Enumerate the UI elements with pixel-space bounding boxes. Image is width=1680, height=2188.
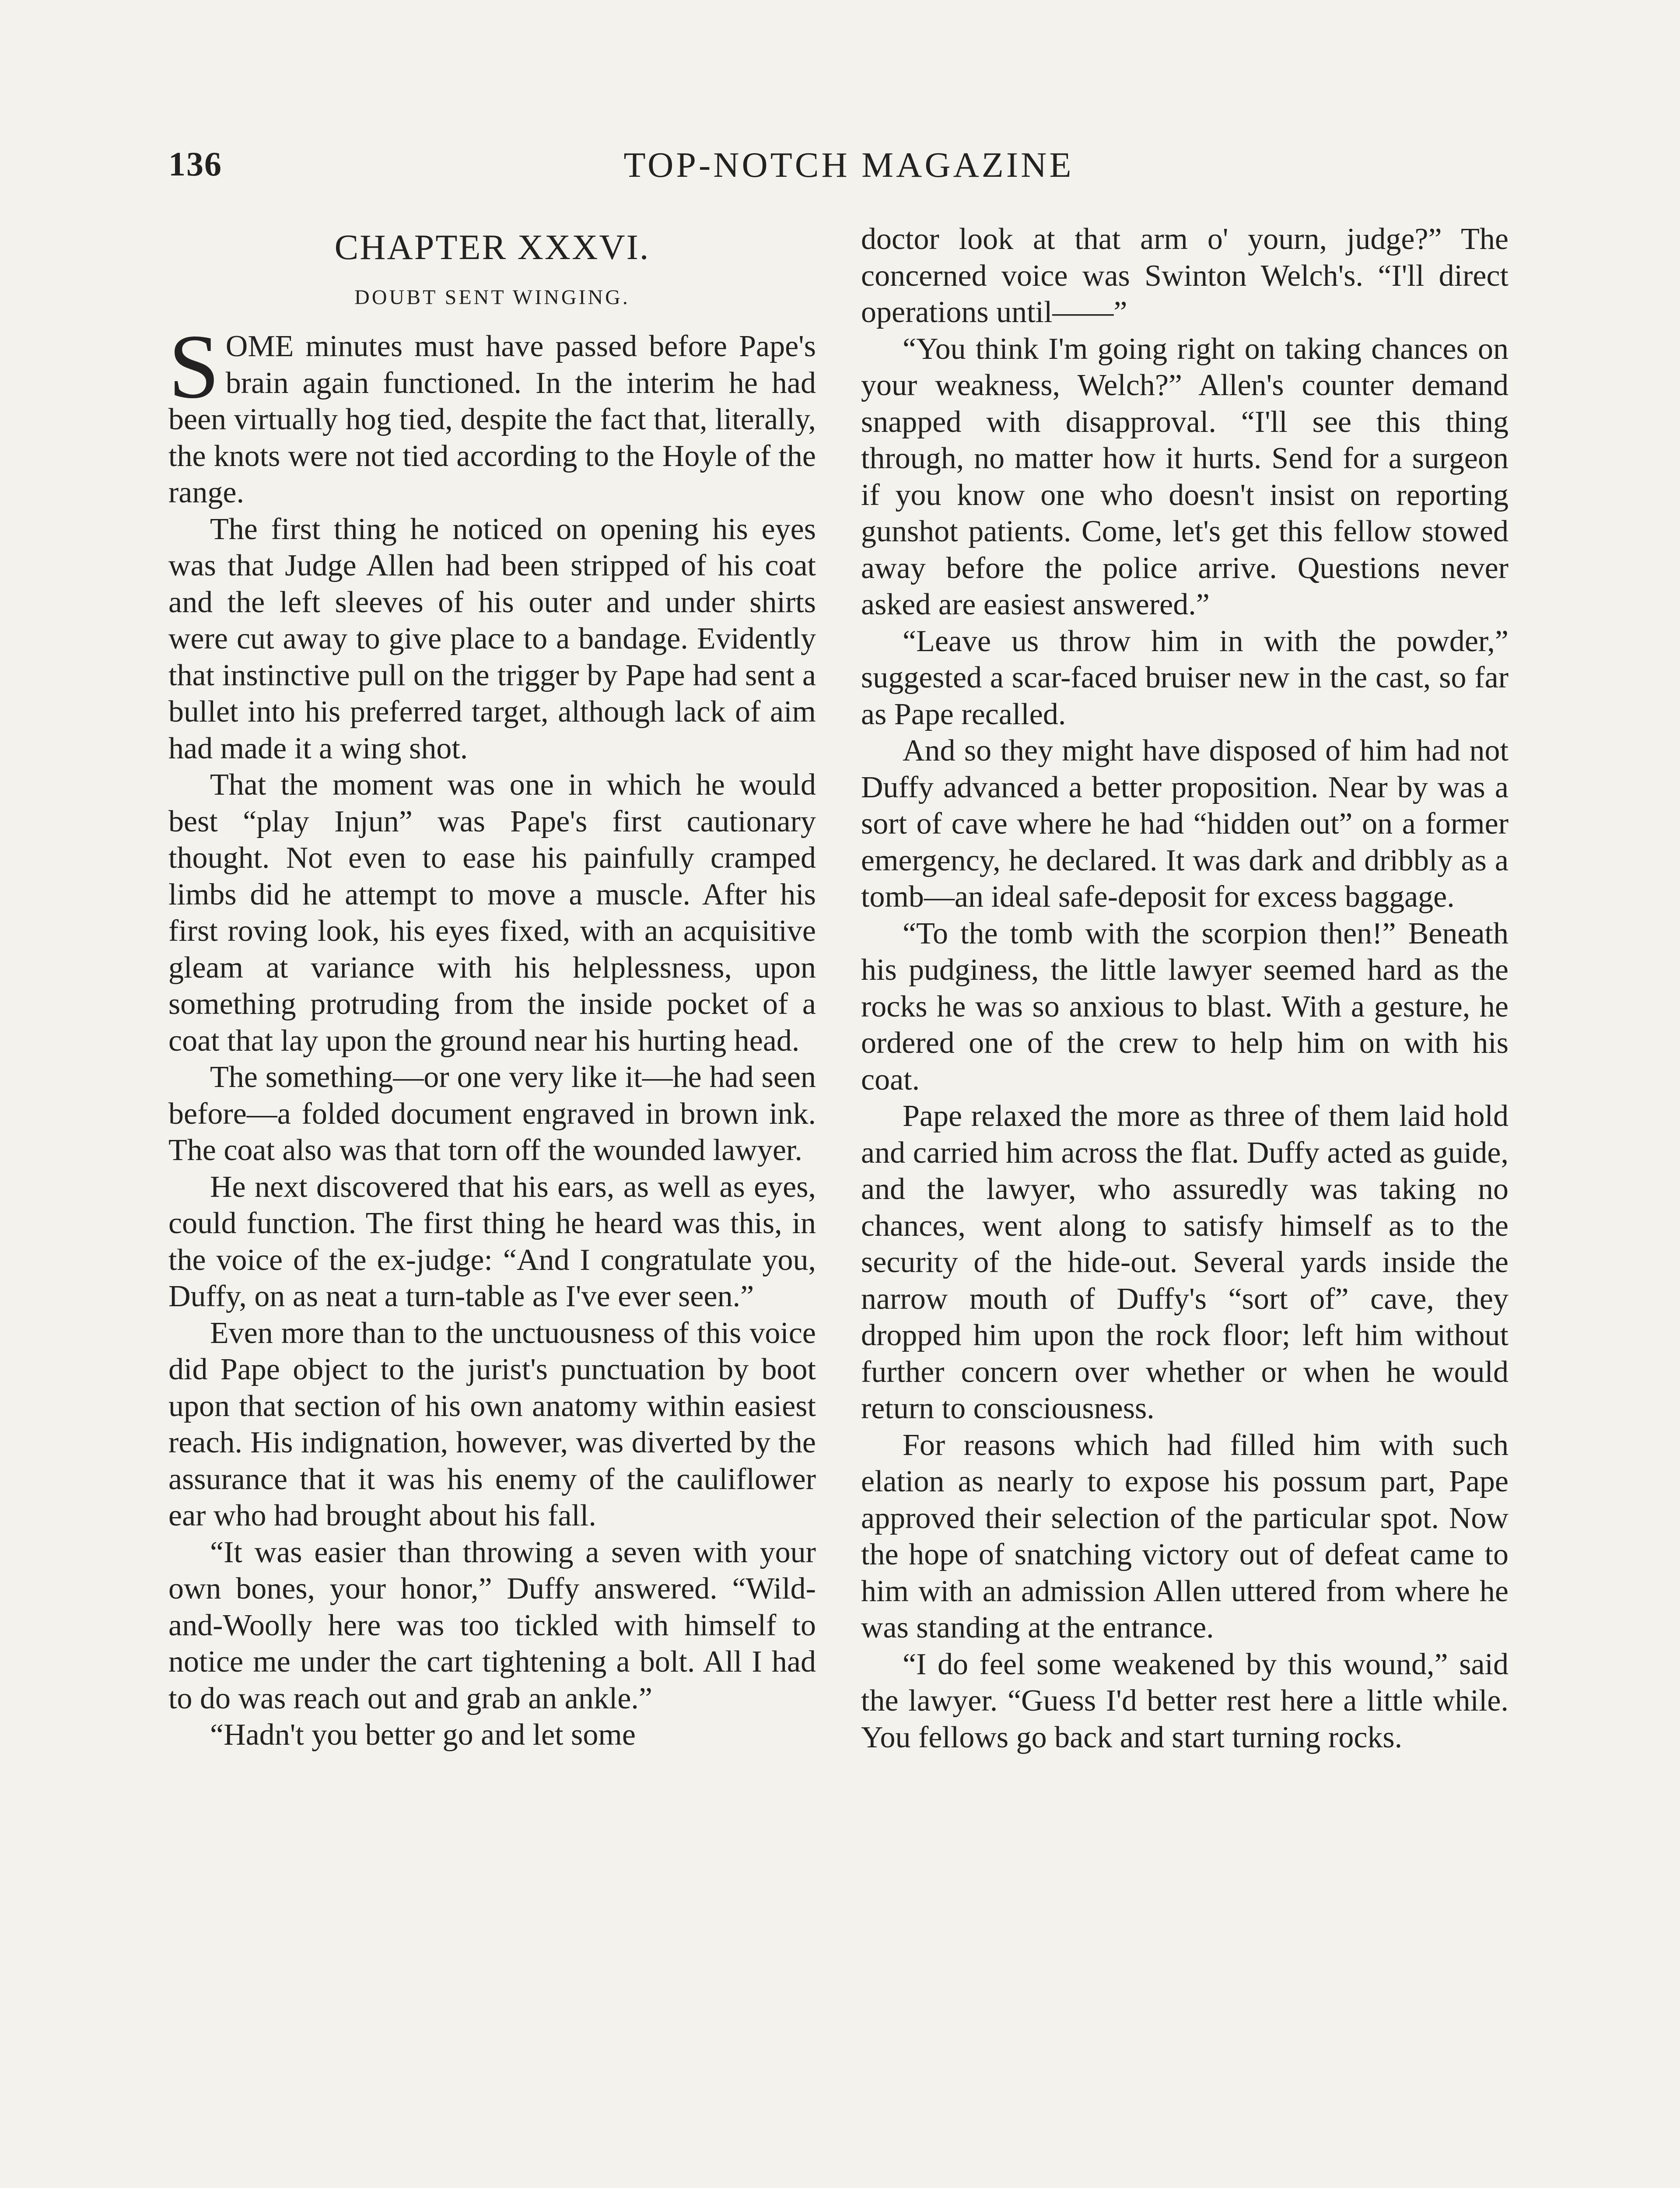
paragraph: “You think I'm going right on taking chances on your weakness, Welch?” Allen's counter demand snapped with disapproval. “I'll see this thing through, no matter how it hurts. Send for a surgeon if you know one who doesn't insist on reporting gunshot patients. Come, let's get this fellow stowed away before the police arrive. Questions never asked are easiest answered.” bbox=[861, 332, 1508, 621]
paragraph: That the moment was one in which he would best “play Injun” was Pape's first cautionary thought. Not even to ease his painfully cramped limbs did he attempt to move a muscle. After his first roving look, his eyes fixed, with an acquisitive gleam at variance with his helplessness, upon something protruding from the inside pocket of a coat that lay upon the ground near his hurting head. bbox=[168, 768, 816, 1058]
paragraph: For reasons which had filled him with such elation as nearly to expose his possum part, Pape approved their selection of the particular spot. Now the hope of snatching victory out of defeat came to him with an admission Allen uttered from where he was standing at the entrance. bbox=[861, 1428, 1508, 1645]
paragraph bbox=[168, 316, 816, 511]
paragraph: “I do feel some weakened by this wound,” said the lawyer. “Guess I'd better rest here a little while. You fellows go back and start turning rocks. bbox=[861, 1647, 1508, 1754]
right-column bbox=[861, 221, 1508, 1756]
paragraph: And so they might have disposed of him had not Duffy advanced a better proposition. Near by was a sort of cave where he had “hidden out” on a former emergency, he declared. It was dark and dribbly as a tomb—an ideal safe-deposit for excess baggage. bbox=[861, 734, 1508, 914]
paragraph: The first thing he noticed on opening his eyes was that Judge Allen had been stripped of his coat and the left sleeves of his outer and under shirts were cut away to give place to a bandage. Evidently that instinctive pull on the trigger by Pape had sent a bullet into his preferred target, although lack of aim had made it a wing shot. bbox=[168, 512, 816, 765]
paragraph: “Hadn't you better go and let some bbox=[210, 1718, 636, 1752]
paragraph: “Leave us throw him in with the powder,” suggested a scar-faced bruiser new in the cast, so far as Pape recalled. bbox=[861, 624, 1508, 731]
paragraph: He next discovered that his ears, as well as eyes, could function. The first thing he heard was this, in the voice of the ex-judge: “And I congratulate you, Duffy, on as neat a turn-table as I've ever seen.” bbox=[168, 1170, 816, 1313]
paragraph: Even more than to the unctuousness of this voice did Pape object to the jurist's punctuation by boot upon that section of his own anatomy within easiest reach. His indignation, however, was diverted by the assurance that it was his enemy of the cauliflower ear who had brought about his fall. bbox=[168, 1316, 816, 1532]
chapter-subtitle: DOUBT SENT WINGING. bbox=[354, 286, 630, 309]
page-number: 136 bbox=[168, 145, 222, 183]
paragraph: The something—or one very like it—he had seen before—a folded document engraved in brown ink. The coat also was that torn off the wounded lawyer. bbox=[168, 1060, 816, 1167]
paragraph-text: minutes must have passed before Pape's brain again functioned. In the interim he had been virtually hog tied, despite the fact that, literally, the knots were not tied according to the Hoyle of the range. bbox=[168, 330, 816, 509]
page-header bbox=[168, 144, 1529, 197]
paragraph: “To the tomb with the scorpion then!” Beneath his pudginess, the little lawyer seemed hard as the rocks he was so anxious to blast. With a gesture, he ordered one of the crew to help him on with his coat. bbox=[861, 916, 1508, 1097]
chapter-title: CHAPTER XXXVI. bbox=[334, 227, 650, 267]
paragraph: Pape relaxed the more as three of them laid hold and carried him across the flat. Duffy acted as guide, and the lawyer, who assuredly was taking no chances, went along to satisfy himself as to the security of the hide-out. Several yards inside the narrow mouth of Duffy's “sort of” cave, they dropped him upon the rock floor; left him without further concern over whether or when he would return to consciousness. bbox=[861, 1099, 1508, 1425]
first-word-rest: OME bbox=[225, 330, 294, 363]
paragraph: “It was easier than throwing a seven with your own bones, your honor,” Duffy answered. “Wild-and-Woolly here was too tickled with himself to notice me under the cart tightening a bolt. All I had to do was reach out and grab an ankle.” bbox=[168, 1535, 816, 1715]
drop-cap: S bbox=[168, 316, 220, 417]
paragraph-continuation: doctor look at that arm o' yourn, judge?” The concerned voice was Swinton Welch's. “I'll direct operations until——” bbox=[861, 222, 1508, 329]
left-column bbox=[168, 221, 816, 1753]
magazine-title: TOP-NOTCH MAGAZINE bbox=[623, 145, 1074, 185]
